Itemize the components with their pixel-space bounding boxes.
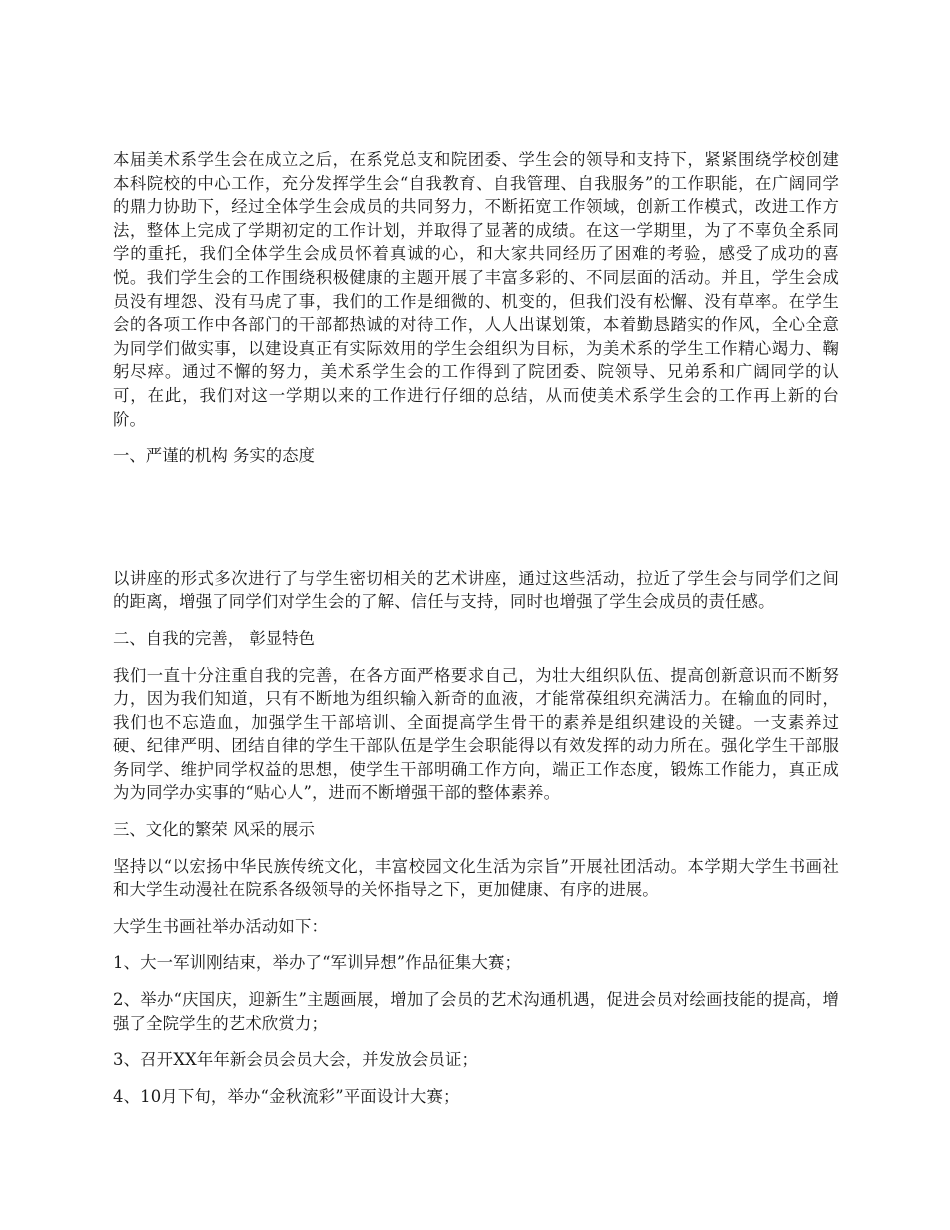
- section-3-heading: 三、文化的繁荣 风采的展示: [113, 820, 315, 840]
- club-intro: 大学生书画社举办活动如下：: [113, 916, 329, 936]
- section-2-heading: 二、自我的完善， 彰显特色: [113, 628, 315, 648]
- section-2-paragraph: 我们一直十分注重自我的完善，在各方面严格要求自己，为壮大组织队伍、提高创新意识而不断努力，因为我们知道，只有不断地为组织输入新奇的血液，才能常葆组织充满活力。在输血的同时，我们也不忘造血，加强学生干部培训、全面提高学生骨干的素养是组织建设的关键。一支素养过硬、纪律严明、团结自律的学生干部队伍是学生会职能得以有效发挥的动力所在。强化学生干部服务同学、维护同学权益的思想，使学生干部明确工作方向，端正工作态度，锻炼工作能力，真正成为为同学办实事的“贴心人”，进而不断增强干部的整体素养。: [113, 665, 839, 803]
- list-item: 4、10月下旬，举办“金秋流彩”平面设计大赛；: [113, 1086, 460, 1106]
- section-3-paragraph: 坚持以“以宏扬中华民族传统文化，丰富校园文化生活为宗旨”开展社团活动。本学期大学生书画社和大学生动漫社在院系各级领导的关怀指导之下，更加健康、有序的进展。: [113, 856, 839, 900]
- document-page: [113, 148, 839, 1108]
- list-item: 2、举办“庆国庆，迎新生”主题画展，增加了会员的艺术沟通机遇，促进会员对绘画技能的提高，增强了全院学生的艺术欣赏力；: [113, 990, 839, 1033]
- section-1-paragraph: 以讲座的形式多次进行了与学生密切相关的艺术讲座，通过这些活动，拉近了学生会与同学们之间的距离，增强了同学们对学生会的了解、信任与支持，同时也增强了学生会成员的责任感。: [113, 568, 839, 612]
- section-1-heading: 一、严谨的机构 务实的态度: [113, 446, 315, 466]
- intro-paragraph: 本届美术系学生会在成立之后，在系党总支和院团委、学生会的领导和支持下，紧紧围绕学校创建本科院校的中心工作，充分发挥学生会“自我教育、自我管理、自我服务”的工作职能，在广阔同学的鼎力协助下，经过全体学生会成员的共同努力，不断拓宽工作领域，创新工作模式，改进工作方法，整体上完成了学期初定的工作计划，并取得了显著的成绩。在这一学期里，为了不辜负全系同学的重托，我们全体学生会成员怀着真诚的心，和大家共同经历了困难的考验，感受了成功的喜悦。我们学生会的工作围绕积极健康的主题开展了丰富多彩的、不同层面的活动。并且，学生会成员没有埋怨、没有马虎了事，我们的工作是细微的、机变的，但我们没有松懈、没有草率。在学生会的各项工作中各部门的干部都热诚的对待工作，人人出谋划策，本着勤恳踏实的作风，全心全意为同学们做实事，以建设真正有实际效用的学生会组织为目标，为美术系的学生工作精心竭力、鞠躬尽瘁。通过不懈的努力，美术系学生会的工作得到了院团委、院领导、兄弟系和广阔同学的认可，在此，我们对这一学期以来的工作进行仔细的总结，从而使美术系学生会的工作再上新的台阶。: [113, 150, 839, 429]
- list-item: 1、大一军训刚结束，举办了“军训异想”作品征集大赛；: [113, 953, 522, 973]
- list-item: 3、召开XX年年新会员会员大会，并发放会员证；: [113, 1050, 479, 1070]
